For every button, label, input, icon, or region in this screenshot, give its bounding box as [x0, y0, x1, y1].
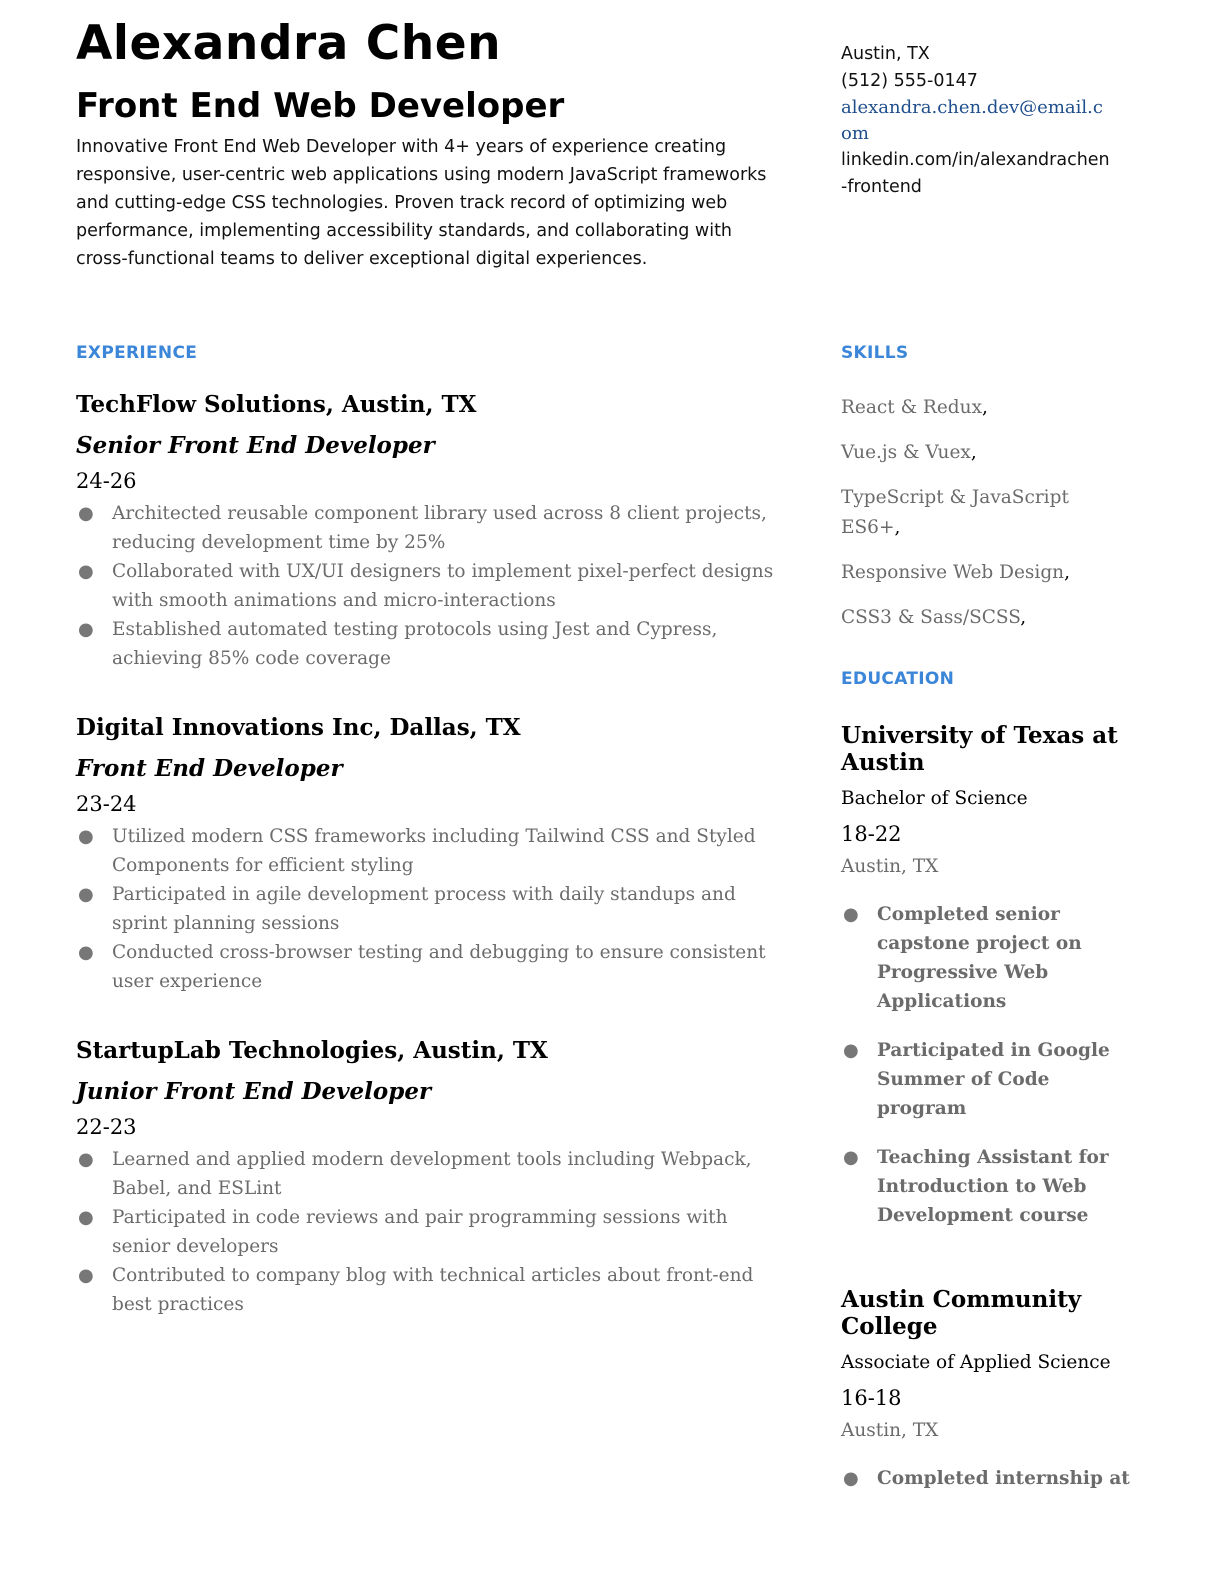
contact-location: Austin, TX: [841, 44, 930, 64]
education-location: Austin, TX: [841, 856, 939, 877]
degree: Associate of Applied Science: [841, 1352, 1111, 1373]
skill-item: React & Redux,: [841, 397, 988, 418]
job-company: StartupLab Technologies, Austin, TX: [76, 1037, 548, 1064]
bullet-icon: ●: [78, 561, 94, 582]
skills-heading: SKILLS: [841, 343, 909, 363]
education-location: Austin, TX: [841, 1420, 939, 1441]
professional-summary: Innovative Front End Web Developer with 4+ years of experience creating responsive, user-centric web applications using modern JavaScript frameworks and cutting-edge CSS technologies. Proven track record of optimizing web performance, implementing accessibility standards, and collaborating with cross-functional teams to deliver exceptional digital experiences.: [76, 137, 767, 269]
candidate-name: Alexandra Chen: [76, 16, 502, 71]
contact-phone: (512) 555-0147: [841, 71, 978, 91]
bullet-icon: ●: [78, 1265, 94, 1286]
job-bullet: ● Conducted cross-browser testing and debugging to ensure consistent user experience: [76, 938, 788, 996]
job-role-title: Front End Web Developer: [76, 86, 565, 126]
bullet-icon: ●: [843, 1040, 859, 1061]
skills-section: [841, 393, 1131, 648]
skill-item: TypeScript & JavaScript ES6+,: [841, 487, 1069, 538]
job-bullets: [76, 822, 788, 996]
job-bullet: ● Architected reusable component library used across 8 client projects, reducing development time by 25%: [76, 499, 788, 557]
school-name: Austin Community College: [841, 1286, 1082, 1340]
education-bullets: [841, 900, 1131, 1230]
bullet-icon: ●: [843, 1468, 859, 1489]
education-bullet: ● Completed internship at: [841, 1464, 1131, 1493]
education-entry: [841, 722, 1131, 1230]
contact-info: [841, 41, 1111, 201]
bullet-icon: ●: [78, 503, 94, 524]
job-entry: [76, 390, 788, 673]
job-dates: 23-24: [76, 792, 137, 816]
job-company: Digital Innovations Inc, Dallas, TX: [76, 714, 521, 741]
bullet-icon: ●: [78, 1207, 94, 1228]
job-bullet: ● Established automated testing protocols using Jest and Cypress, achieving 85% code coverage: [76, 615, 788, 673]
education-section: [841, 722, 1131, 1549]
bullet-icon: ●: [78, 826, 94, 847]
school-name: University of Texas at Austin: [841, 722, 1118, 776]
job-bullet: ● Collaborated with UX/UI designers to implement pixel-perfect designs with smooth animations and micro-interactions: [76, 557, 788, 615]
bullet-icon: ●: [78, 1149, 94, 1170]
education-bullet: ● Completed senior capstone project on Progressive Web Applications: [841, 900, 1131, 1016]
bullet-icon: ●: [78, 884, 94, 905]
job-entry: [76, 1036, 788, 1319]
job-dates: 22-23: [76, 1115, 137, 1139]
bullet-icon: ●: [843, 1147, 859, 1168]
job-bullets: [76, 1145, 788, 1319]
education-dates: 18-22: [841, 822, 902, 846]
job-bullet: ● Participated in agile development process with daily standups and sprint planning sessions: [76, 880, 788, 938]
experience-heading: EXPERIENCE: [76, 343, 198, 363]
job-title: Front End Developer: [76, 755, 343, 782]
job-bullet: ● Contributed to company blog with technical articles about front-end best practices: [76, 1261, 788, 1319]
experience-section: [76, 390, 788, 1359]
contact-email-link[interactable]: alexandra.chen.dev@email.com: [841, 97, 1103, 144]
job-dates: 24-26: [76, 469, 137, 493]
education-bullet: ● Teaching Assistant for Introduction to Web Development course: [841, 1143, 1131, 1230]
job-entry: [76, 713, 788, 996]
job-bullet: ● Learned and applied modern development tools including Webpack, Babel, and ESLint: [76, 1145, 788, 1203]
job-bullet: ● Participated in code reviews and pair programming sessions with senior developers: [76, 1203, 788, 1261]
job-title: Senior Front End Developer: [76, 432, 435, 459]
job-title: Junior Front End Developer: [76, 1078, 432, 1105]
degree: Bachelor of Science: [841, 788, 1028, 809]
contact-linkedin: linkedin.com/in/alexandrachen-frontend: [841, 150, 1110, 197]
education-entry: [841, 1286, 1131, 1493]
skill-item: CSS3 & Sass/SCSS,: [841, 607, 1027, 628]
job-bullets: [76, 499, 788, 673]
education-heading: EDUCATION: [841, 669, 955, 689]
education-dates: 16-18: [841, 1386, 902, 1410]
skill-item: Vue.js & Vuex,: [841, 442, 977, 463]
education-bullet: ● Participated in Google Summer of Code program: [841, 1036, 1131, 1123]
bullet-icon: ●: [78, 619, 94, 640]
bullet-icon: ●: [78, 942, 94, 963]
skill-item: Responsive Web Design,: [841, 562, 1070, 583]
bullet-icon: ●: [843, 904, 859, 925]
job-company: TechFlow Solutions, Austin, TX: [76, 391, 477, 418]
job-bullet: ● Utilized modern CSS frameworks including Tailwind CSS and Styled Components for efficient styling: [76, 822, 788, 880]
education-bullets: [841, 1464, 1131, 1493]
